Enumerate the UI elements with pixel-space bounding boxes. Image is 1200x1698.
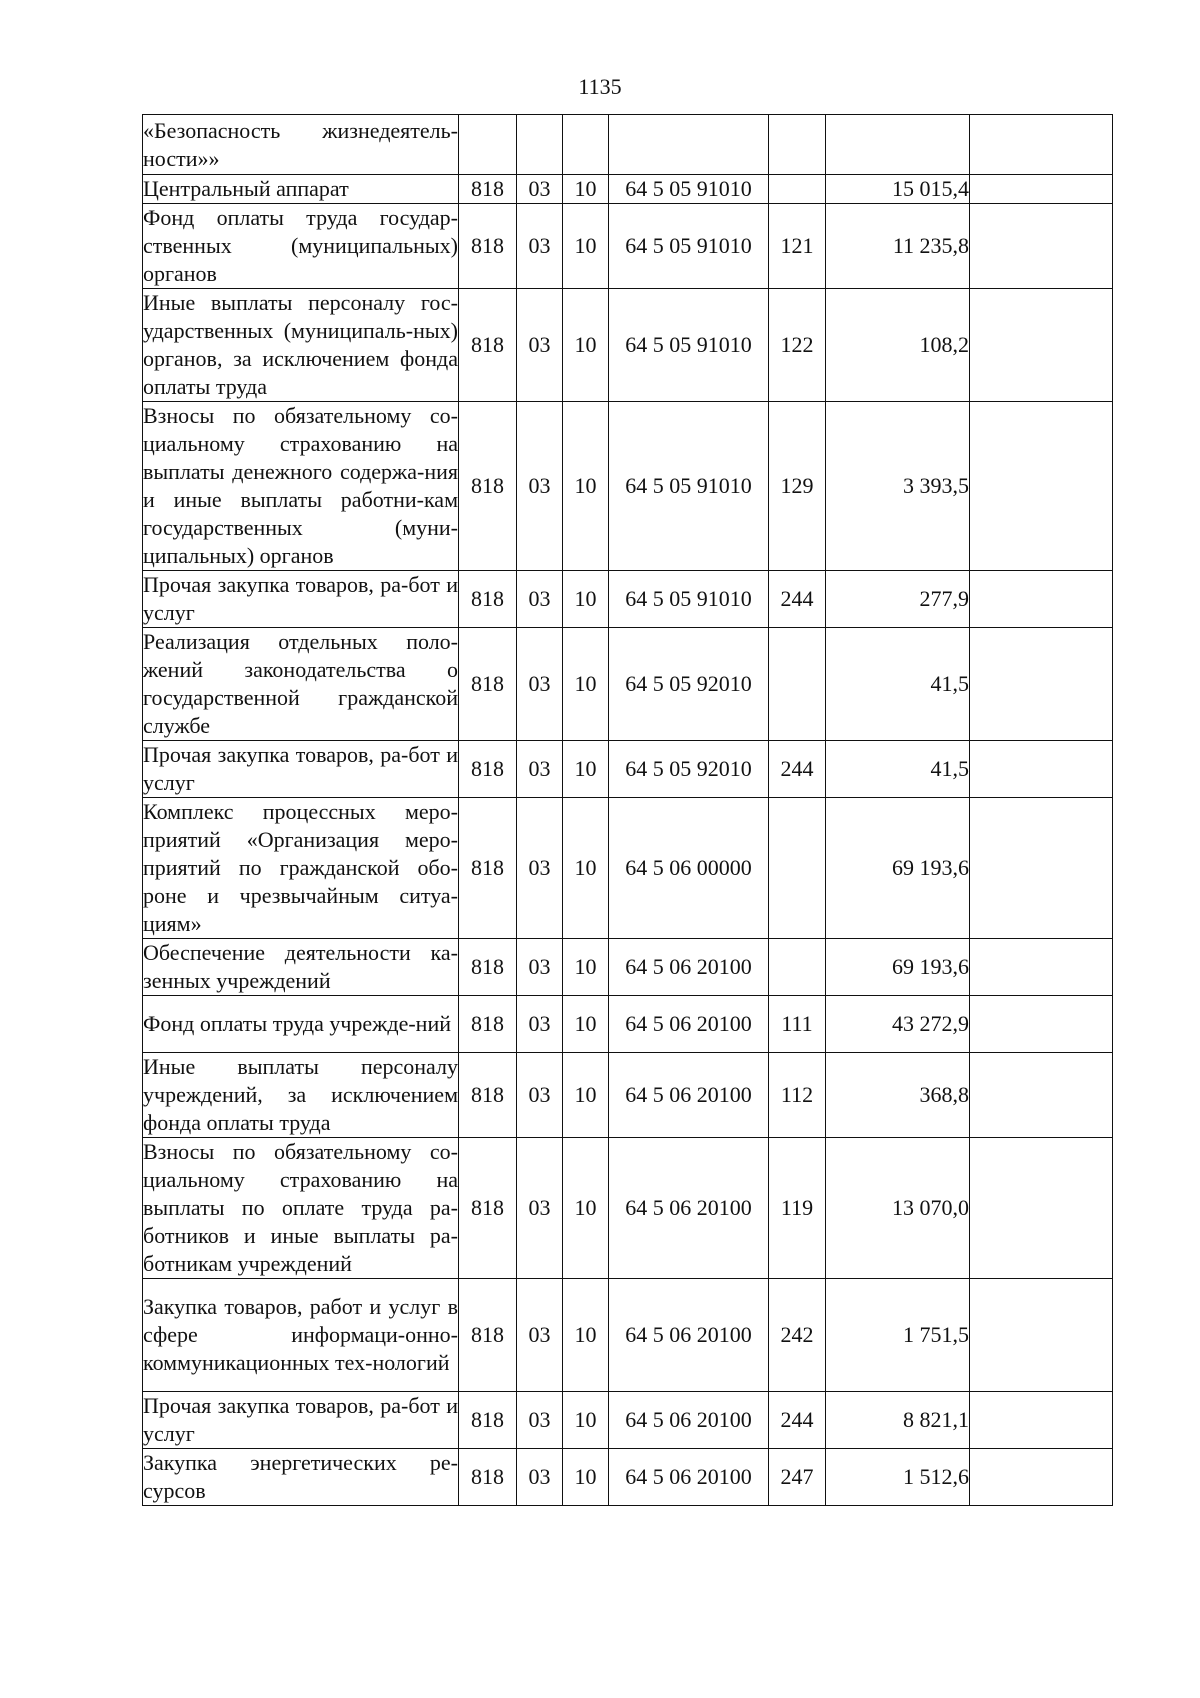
row-name-cell: Прочая закупка товаров, ра-бот и услуг	[143, 741, 459, 798]
extra-cell	[970, 628, 1113, 741]
table-row	[143, 402, 1113, 571]
extra-cell	[970, 996, 1113, 1053]
rz-cell: 03	[517, 1449, 563, 1506]
ved-cell: 818	[459, 289, 517, 402]
vr-cell: 111	[769, 996, 826, 1053]
extra-cell	[970, 798, 1113, 939]
table-row	[143, 996, 1113, 1053]
amount-cell: 69 193,6	[826, 798, 970, 939]
vr-cell	[769, 628, 826, 741]
ved-cell: 818	[459, 571, 517, 628]
rz-cell: 03	[517, 1279, 563, 1392]
rz-cell: 03	[517, 289, 563, 402]
rz-cell: 03	[517, 798, 563, 939]
pr-cell: 10	[563, 798, 609, 939]
csr-cell: 64 5 06 20100	[609, 1138, 769, 1279]
ved-cell: 818	[459, 1449, 517, 1506]
ved-cell: 818	[459, 939, 517, 996]
vr-cell: 242	[769, 1279, 826, 1392]
csr-cell: 64 5 05 91010	[609, 289, 769, 402]
csr-cell: 64 5 06 20100	[609, 1279, 769, 1392]
table-row	[143, 115, 1113, 175]
amount-cell: 15 015,4	[826, 175, 970, 204]
ved-cell: 818	[459, 402, 517, 571]
csr-cell: 64 5 05 92010	[609, 628, 769, 741]
vr-cell	[769, 115, 826, 175]
rz-cell	[517, 115, 563, 175]
row-name-cell: Закупка энергетических ре-сурсов	[143, 1449, 459, 1506]
amount-cell: 108,2	[826, 289, 970, 402]
extra-cell	[970, 571, 1113, 628]
amount-cell: 11 235,8	[826, 204, 970, 289]
amount-cell: 3 393,5	[826, 402, 970, 571]
pr-cell	[563, 115, 609, 175]
ved-cell: 818	[459, 1053, 517, 1138]
csr-cell	[609, 115, 769, 175]
amount-cell: 69 193,6	[826, 939, 970, 996]
vr-cell: 119	[769, 1138, 826, 1279]
ved-cell: 818	[459, 1279, 517, 1392]
amount-cell: 1 751,5	[826, 1279, 970, 1392]
pr-cell: 10	[563, 402, 609, 571]
extra-cell	[970, 1279, 1113, 1392]
table-row	[143, 741, 1113, 798]
rz-cell: 03	[517, 741, 563, 798]
csr-cell: 64 5 05 91010	[609, 204, 769, 289]
csr-cell: 64 5 05 91010	[609, 402, 769, 571]
extra-cell	[970, 175, 1113, 204]
csr-cell: 64 5 05 91010	[609, 571, 769, 628]
csr-cell: 64 5 06 20100	[609, 939, 769, 996]
table-row	[143, 1279, 1113, 1392]
row-name-cell: «Безопасность жизнедеятель-ности»»	[143, 115, 459, 175]
csr-cell: 64 5 06 20100	[609, 996, 769, 1053]
amount-cell	[826, 115, 970, 175]
rz-cell: 03	[517, 175, 563, 204]
extra-cell	[970, 1449, 1113, 1506]
ved-cell: 818	[459, 628, 517, 741]
pr-cell: 10	[563, 1279, 609, 1392]
pr-cell: 10	[563, 289, 609, 402]
vr-cell	[769, 175, 826, 204]
row-name-cell: Иные выплаты персоналу учреждений, за исключением фонда оплаты труда	[143, 1053, 459, 1138]
pr-cell: 10	[563, 1053, 609, 1138]
extra-cell	[970, 1138, 1113, 1279]
amount-cell: 43 272,9	[826, 996, 970, 1053]
extra-cell	[970, 741, 1113, 798]
pr-cell: 10	[563, 1449, 609, 1506]
ved-cell: 818	[459, 1138, 517, 1279]
extra-cell	[970, 289, 1113, 402]
pr-cell: 10	[563, 996, 609, 1053]
row-name-cell: Прочая закупка товаров, ра-бот и услуг	[143, 571, 459, 628]
vr-cell: 244	[769, 571, 826, 628]
row-name-cell: Фонд оплаты труда учрежде-ний	[143, 996, 459, 1053]
vr-cell	[769, 798, 826, 939]
rz-cell: 03	[517, 628, 563, 741]
table-row	[143, 798, 1113, 939]
table-row	[143, 1053, 1113, 1138]
rz-cell: 03	[517, 402, 563, 571]
ved-cell: 818	[459, 798, 517, 939]
table-row	[143, 628, 1113, 741]
vr-cell	[769, 939, 826, 996]
csr-cell: 64 5 06 20100	[609, 1449, 769, 1506]
csr-cell: 64 5 06 20100	[609, 1392, 769, 1449]
amount-cell: 41,5	[826, 628, 970, 741]
row-name-cell: Взносы по обязательному со-циальному страхованию на выплаты по оплате труда ра-ботников и иные выплаты ра-ботникам учреждений	[143, 1138, 459, 1279]
rz-cell: 03	[517, 1392, 563, 1449]
extra-cell	[970, 115, 1113, 175]
budget-table	[142, 114, 1113, 1506]
extra-cell	[970, 402, 1113, 571]
vr-cell: 244	[769, 1392, 826, 1449]
row-name-cell: Комплекс процессных меро-приятий «Организация меро-приятий по гражданской обо-роне и чрезвычайным ситуа-циям»	[143, 798, 459, 939]
pr-cell: 10	[563, 571, 609, 628]
rz-cell: 03	[517, 996, 563, 1053]
vr-cell: 129	[769, 402, 826, 571]
row-name-cell: Взносы по обязательному со-циальному страхованию на выплаты денежного содержа-ния и иные выплаты работни-кам государственных (муни-ципальных) органов	[143, 402, 459, 571]
csr-cell: 64 5 05 91010	[609, 175, 769, 204]
pr-cell: 10	[563, 628, 609, 741]
table-row	[143, 204, 1113, 289]
table-row	[143, 939, 1113, 996]
extra-cell	[970, 1392, 1113, 1449]
ved-cell: 818	[459, 175, 517, 204]
row-name-cell: Центральный аппарат	[143, 175, 459, 204]
row-name-cell: Реализация отдельных поло-жений законодательства о государственной гражданской службе	[143, 628, 459, 741]
rz-cell: 03	[517, 204, 563, 289]
extra-cell	[970, 939, 1113, 996]
ved-cell: 818	[459, 1392, 517, 1449]
vr-cell: 121	[769, 204, 826, 289]
rz-cell: 03	[517, 939, 563, 996]
vr-cell: 244	[769, 741, 826, 798]
pr-cell: 10	[563, 741, 609, 798]
amount-cell: 13 070,0	[826, 1138, 970, 1279]
table-row	[143, 175, 1113, 204]
rz-cell: 03	[517, 1053, 563, 1138]
table-row	[143, 1449, 1113, 1506]
page-number: 1135	[578, 74, 622, 99]
ved-cell	[459, 115, 517, 175]
extra-cell	[970, 1053, 1113, 1138]
vr-cell: 122	[769, 289, 826, 402]
ved-cell: 818	[459, 996, 517, 1053]
row-name-cell: Обеспечение деятельности ка-зенных учреждений	[143, 939, 459, 996]
vr-cell: 112	[769, 1053, 826, 1138]
amount-cell: 8 821,1	[826, 1392, 970, 1449]
pr-cell: 10	[563, 1138, 609, 1279]
pr-cell: 10	[563, 175, 609, 204]
ved-cell: 818	[459, 741, 517, 798]
table-row	[143, 1392, 1113, 1449]
extra-cell	[970, 204, 1113, 289]
csr-cell: 64 5 06 20100	[609, 1053, 769, 1138]
table-row	[143, 571, 1113, 628]
amount-cell: 41,5	[826, 741, 970, 798]
pr-cell: 10	[563, 939, 609, 996]
amount-cell: 1 512,6	[826, 1449, 970, 1506]
row-name-cell: Прочая закупка товаров, ра-бот и услуг	[143, 1392, 459, 1449]
row-name-cell: Закупка товаров, работ и услуг в сфере информаци-онно-коммуникационных тех-нологий	[143, 1279, 459, 1392]
amount-cell: 277,9	[826, 571, 970, 628]
ved-cell: 818	[459, 204, 517, 289]
csr-cell: 64 5 05 92010	[609, 741, 769, 798]
table-row	[143, 1138, 1113, 1279]
pr-cell: 10	[563, 1392, 609, 1449]
csr-cell: 64 5 06 00000	[609, 798, 769, 939]
rz-cell: 03	[517, 1138, 563, 1279]
table-row	[143, 289, 1113, 402]
row-name-cell: Фонд оплаты труда государ-ственных (муниципальных) органов	[143, 204, 459, 289]
vr-cell: 247	[769, 1449, 826, 1506]
amount-cell: 368,8	[826, 1053, 970, 1138]
row-name-cell: Иные выплаты персоналу гос-ударственных (муниципаль-ных) органов, за исключением фонда оплаты труда	[143, 289, 459, 402]
pr-cell: 10	[563, 204, 609, 289]
rz-cell: 03	[517, 571, 563, 628]
